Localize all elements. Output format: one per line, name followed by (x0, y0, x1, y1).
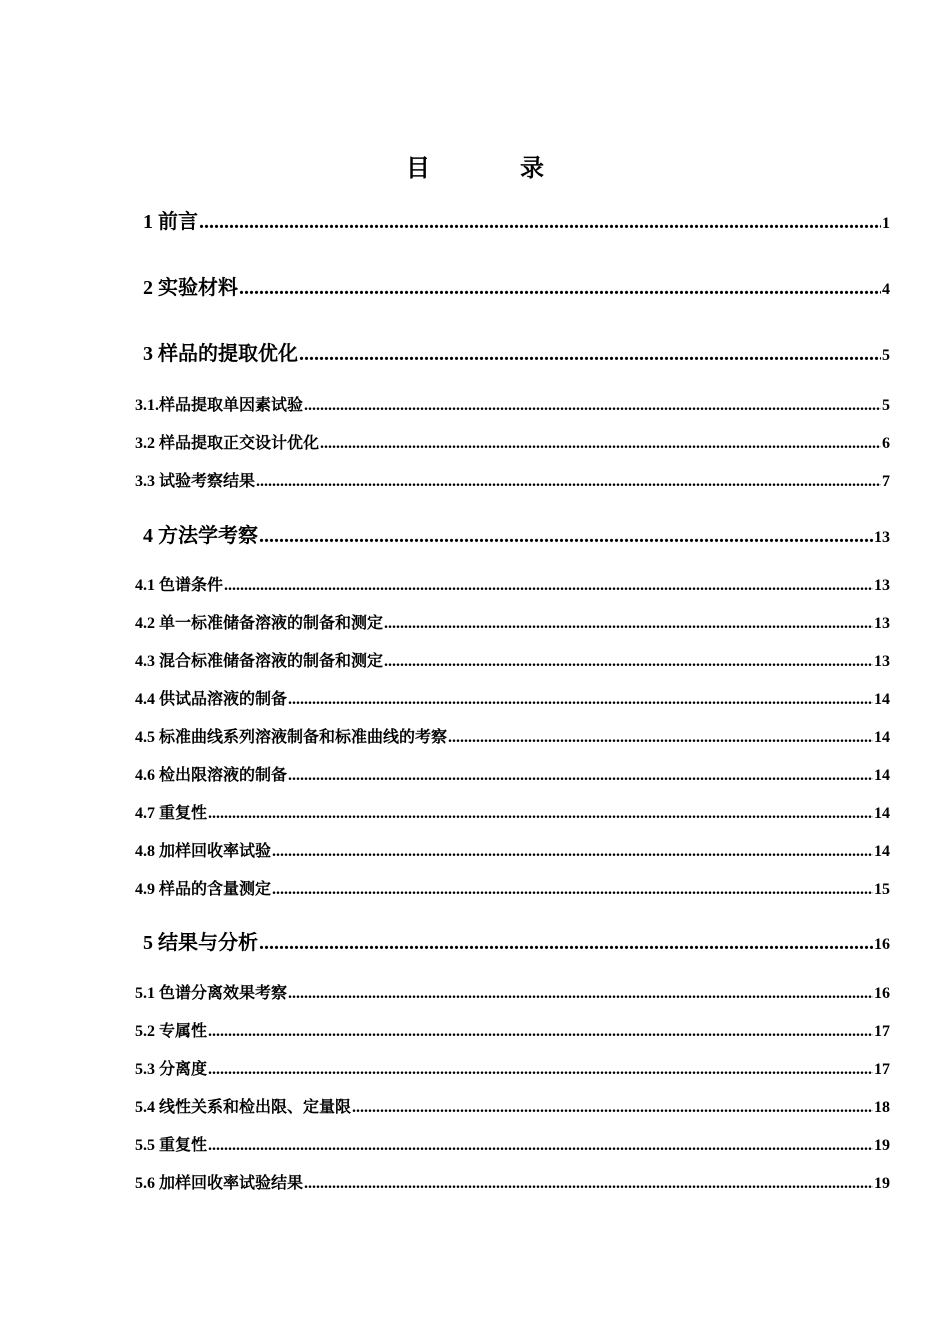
toc-entry-label: 5.6 加样回收率试验结果 (135, 1175, 304, 1192)
toc-entry-page: 5 (882, 397, 890, 414)
toc-entry-section-4-5[interactable] (135, 727, 890, 749)
toc-entry-label: 4.6 检出限溶液的制备 (135, 767, 288, 784)
dot-leader (208, 1021, 873, 1043)
dot-leader (272, 841, 873, 863)
toc-entry-label: 2 实验材料 (143, 277, 238, 299)
toc-entry-section-5-2[interactable] (135, 1021, 890, 1043)
toc-entry-label: 3.1.样品提取单因素试验 (135, 397, 304, 414)
toc-entry-label: 3.3 试验考察结果 (135, 473, 256, 490)
toc-entry-label: 5.1 色谱分离效果考察 (135, 985, 288, 1002)
dot-leader (288, 983, 873, 1005)
toc-entry-label: 4.2 单一标准储备溶液的制备和测定 (135, 615, 384, 632)
toc-entry-label: 5.3 分离度 (135, 1061, 208, 1078)
dot-leader (352, 1097, 873, 1119)
toc-entry-label: 4.5 标准曲线系列溶液制备和标准曲线的考察 (135, 729, 448, 746)
toc-entry-section-5-3[interactable] (135, 1059, 890, 1081)
toc-entry-section-3-1[interactable] (135, 395, 890, 417)
toc-entry-section-4-8[interactable] (135, 841, 890, 863)
toc-entry-page: 14 (874, 729, 890, 746)
toc-entry-label: 5.5 重复性 (135, 1137, 208, 1154)
toc-entry-page: 14 (874, 691, 890, 708)
dot-leader (299, 340, 881, 368)
toc-entry-page: 14 (874, 843, 890, 860)
toc-entry-section-3-2[interactable] (135, 433, 890, 455)
toc-entry-section-4-2[interactable] (135, 613, 890, 635)
toc-entry-section-4-4[interactable] (135, 689, 890, 711)
toc-entry-section-4-9[interactable] (135, 879, 890, 901)
dot-leader (304, 1173, 873, 1195)
dot-leader (384, 651, 873, 673)
toc-entry-page: 15 (874, 881, 890, 898)
toc-entry-page: 14 (874, 805, 890, 822)
toc-entry-label: 4.3 混合标准储备溶液的制备和测定 (135, 653, 384, 670)
toc-entry-section-4-7[interactable] (135, 803, 890, 825)
dot-leader (259, 929, 873, 957)
toc-entry-section-5-5[interactable] (135, 1135, 890, 1157)
toc-entry-chapter-3[interactable] (143, 340, 890, 370)
toc-entry-label: 3.2 样品提取正交设计优化 (135, 435, 320, 452)
dot-leader (256, 471, 881, 493)
toc-entry-label: 5.2 专属性 (135, 1023, 208, 1040)
dot-leader (239, 274, 881, 302)
dot-leader (288, 689, 873, 711)
toc-entry-chapter-1[interactable] (143, 208, 890, 238)
toc-entry-label: 3 样品的提取优化 (143, 343, 298, 365)
toc-entry-label: 5 结果与分析 (143, 932, 258, 954)
dot-leader (320, 433, 881, 455)
toc-entry-page: 4 (882, 281, 890, 298)
toc-entry-page: 19 (874, 1137, 890, 1154)
toc-entry-page: 19 (874, 1175, 890, 1192)
dot-leader (208, 1135, 873, 1157)
toc-entry-page: 13 (874, 653, 890, 670)
dot-leader (384, 613, 873, 635)
toc-entry-label: 1 前言 (143, 211, 198, 233)
toc-entry-label: 5.4 线性关系和检出限、定量限 (135, 1099, 352, 1116)
dot-leader (272, 879, 873, 901)
toc-entry-page: 6 (882, 435, 890, 452)
dot-leader (208, 1059, 873, 1081)
dot-leader (448, 727, 873, 749)
toc-title: 目 录 (406, 156, 586, 182)
toc-entry-section-5-4[interactable] (135, 1097, 890, 1119)
dot-leader (259, 522, 873, 550)
toc-entry-section-4-3[interactable] (135, 651, 890, 673)
toc-entry-page: 17 (874, 1061, 890, 1078)
toc-entry-page: 13 (874, 529, 890, 546)
dot-leader (208, 803, 873, 825)
toc-entry-page: 14 (874, 767, 890, 784)
dot-leader (304, 395, 881, 417)
toc-entry-label: 4.8 加样回收率试验 (135, 843, 272, 860)
toc-entry-section-4-6[interactable] (135, 765, 890, 787)
toc-entry-label: 4 方法学考察 (143, 525, 258, 547)
toc-entry-label: 4.9 样品的含量测定 (135, 881, 272, 898)
toc-entry-section-5-1[interactable] (135, 983, 890, 1005)
toc-entry-page: 16 (874, 936, 890, 953)
dot-leader (199, 208, 881, 236)
toc-entry-page: 7 (882, 473, 890, 490)
toc-entry-chapter-2[interactable] (143, 274, 890, 304)
dot-leader (224, 575, 873, 597)
toc-entry-page: 18 (874, 1099, 890, 1116)
toc-entry-page: 13 (874, 577, 890, 594)
toc-entry-page: 16 (874, 985, 890, 1002)
toc-entry-chapter-5[interactable] (143, 929, 890, 959)
toc-entry-page: 17 (874, 1023, 890, 1040)
toc-entry-section-3-3[interactable] (135, 471, 890, 493)
toc-entry-page: 13 (874, 615, 890, 632)
toc-entry-page: 1 (882, 215, 890, 232)
dot-leader (288, 765, 873, 787)
toc-entry-chapter-4[interactable] (143, 522, 890, 552)
toc-entry-label: 4.7 重复性 (135, 805, 208, 822)
toc-entry-section-4-1[interactable] (135, 575, 890, 597)
toc-entry-label: 4.1 色谱条件 (135, 577, 224, 594)
toc-entry-page: 5 (882, 347, 890, 364)
toc-entry-section-5-6[interactable] (135, 1173, 890, 1195)
toc-entry-label: 4.4 供试品溶液的制备 (135, 691, 288, 708)
